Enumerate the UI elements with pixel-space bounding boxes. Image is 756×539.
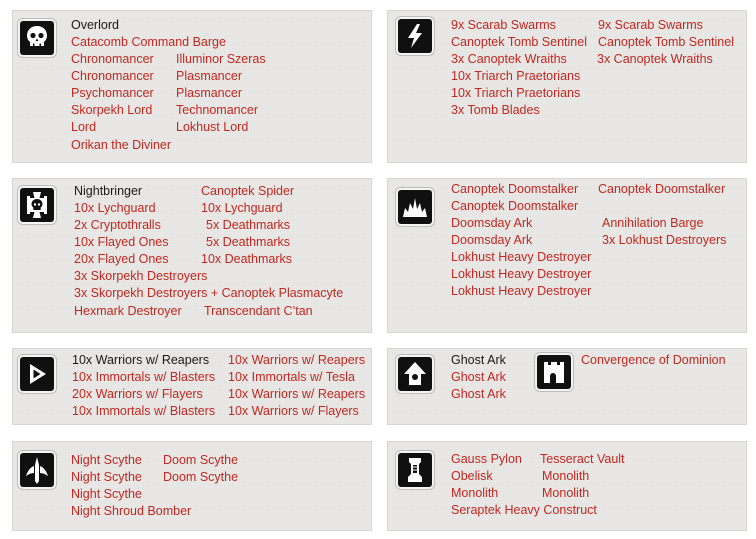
fast-attack-unit: Canoptek Tomb Sentinel (451, 35, 587, 49)
winged-blade-icon (20, 453, 54, 487)
heavy-support-unit: Lokhust Heavy Destroyer (451, 284, 592, 298)
flyer-unit: Night Scythe (71, 470, 142, 484)
hq-unit: Chronomancer (71, 52, 154, 66)
hq-unit: Plasmancer (176, 69, 242, 83)
hq-unit: Skorpekh Lord (71, 103, 153, 117)
flyer-unit: Doom Scythe (163, 453, 239, 467)
elites-unit: 10x Lychguard (74, 201, 156, 215)
hq-unit: Lokhust Lord (176, 120, 249, 134)
fast-attack-unit: 9x Scarab Swarms (598, 18, 703, 32)
arrow-up-icon (398, 357, 432, 391)
heavy-support-unit: Lokhust Heavy Destroyer (451, 250, 592, 264)
explosion-icon (398, 190, 432, 224)
fortification-unit: Monolith (451, 486, 499, 500)
fast-attack-unit: 3x Canoptek Wraiths (451, 52, 567, 66)
flyer-unit: Night Shroud Bomber (71, 504, 192, 518)
troops-unit: 10x Immortals w/ Tesla (228, 370, 355, 384)
elites-unit: Hexmark Destroyer (74, 304, 182, 318)
fortification-unit: Obelisk (451, 469, 493, 483)
flyer-unit: Night Scythe (71, 453, 142, 467)
fortification-unit: Seraptek Heavy Construct (451, 503, 597, 517)
hq-unit: Psychomancer (71, 86, 154, 100)
elites-unit: Canoptek Spider (201, 184, 295, 198)
fortification-unit: Gauss Pylon (451, 452, 522, 466)
troops-unit: 10x Warriors w/ Flayers (228, 404, 359, 418)
fortification-unit: Tesseract Vault (540, 452, 625, 466)
elites-unit: 10x Lychguard (201, 201, 283, 215)
skull-icon (20, 21, 54, 55)
troops-unit: 10x Immortals w/ Blasters (72, 370, 216, 384)
fortress-icon (537, 355, 571, 389)
chevron-right-icon (20, 357, 54, 391)
heavy-support-unit: Canoptek Doomstalker (451, 199, 579, 213)
fast-attack-unit: Canoptek Tomb Sentinel (598, 35, 734, 49)
elites-unit: 3x Skorpekh Destroyers (74, 269, 208, 283)
fortification-unit: Monolith (542, 486, 590, 500)
transport-unit: Ghost Ark (451, 387, 506, 401)
fast-attack-unit: 9x Scarab Swarms (451, 18, 556, 32)
elites-unit: 10x Deathmarks (201, 252, 293, 266)
elites-unit: Transcendant C’tan (204, 304, 313, 318)
hq-unit: Illuminor Szeras (176, 52, 266, 66)
hq-unit: Overlord (71, 18, 119, 32)
flyer-unit: Doom Scythe (163, 470, 239, 484)
hq-unit: Lord (71, 120, 97, 134)
flyer-unit: Night Scythe (71, 487, 142, 501)
fast-attack-unit: 10x Triarch Praetorians (451, 69, 581, 83)
cross-skull-icon (20, 188, 54, 222)
fast-attack-unit: 10x Triarch Praetorians (451, 86, 581, 100)
fortification-unit: Monolith (542, 469, 590, 483)
heavy-support-unit: Canoptek Doomstalker (451, 182, 579, 196)
transport-unit: Ghost Ark (451, 370, 506, 384)
heavy-support-unit: Doomsday Ark (451, 233, 533, 247)
hq-unit: Technomancer (176, 103, 258, 117)
transport-unit: Ghost Ark (451, 353, 506, 367)
elites-unit: 5x Deathmarks (206, 218, 291, 232)
heavy-support-unit: Doomsday Ark (451, 216, 533, 230)
lightning-icon (398, 19, 432, 53)
elites-unit: 3x Skorpekh Destroyers + Canoptek Plasmacyte (74, 286, 344, 300)
hq-unit: Orikan the Diviner (71, 138, 172, 152)
hq-unit: Catacomb Command Barge (71, 35, 226, 49)
elites-unit: 10x Flayed Ones (74, 235, 169, 249)
hq-unit: Plasmancer (176, 86, 242, 100)
fast-attack-unit: 3x Tomb Blades (451, 103, 540, 117)
troops-unit: 10x Warriors w/ Reapers (228, 387, 366, 401)
troops-unit: 20x Warriors w/ Flayers (72, 387, 203, 401)
elites-unit: 20x Flayed Ones (74, 252, 169, 266)
elites-unit: 5x Deathmarks (206, 235, 291, 249)
transport-unit: Convergence of Dominion (581, 353, 726, 367)
troops-unit: 10x Immortals w/ Blasters (72, 404, 216, 418)
heavy-support-unit: 3x Lokhust Destroyers (602, 233, 727, 247)
heavy-support-unit: Lokhust Heavy Destroyer (451, 267, 592, 281)
pylon-icon (398, 453, 432, 487)
troops-unit: 10x Warriors w/ Reapers (72, 353, 210, 367)
hq-unit: Chronomancer (71, 69, 154, 83)
elites-unit: Nightbringer (74, 184, 143, 198)
troops-unit: 10x Warriors w/ Reapers (228, 353, 366, 367)
elites-panel (12, 178, 372, 333)
fast-attack-unit: 3x Canoptek Wraiths (597, 52, 713, 66)
heavy-support-unit: Canoptek Doomstalker (598, 182, 726, 196)
elites-unit: 2x Cryptothralls (74, 218, 161, 232)
heavy-support-unit: Annihilation Barge (602, 216, 704, 230)
